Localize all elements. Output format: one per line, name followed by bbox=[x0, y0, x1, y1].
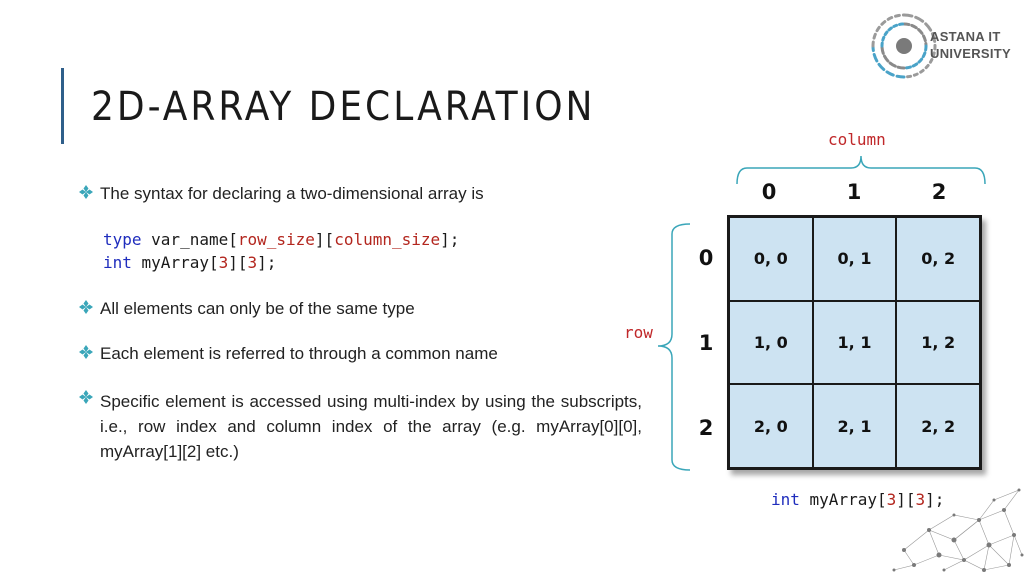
array-cell: 2, 0 bbox=[729, 384, 813, 468]
code-size: 3 bbox=[218, 253, 229, 272]
diamond-bullet-icon bbox=[79, 300, 93, 314]
code-end: ]; bbox=[257, 253, 277, 272]
decl-bracket: ][ bbox=[896, 490, 916, 509]
array-cell: 1, 0 bbox=[729, 301, 813, 385]
code-keyword: int bbox=[103, 253, 132, 272]
code-bracket: ][ bbox=[314, 230, 335, 249]
code-bracket: ][ bbox=[228, 253, 248, 272]
code-line-syntax bbox=[103, 230, 459, 249]
array-cell: 2, 1 bbox=[813, 384, 897, 468]
decl-size: 3 bbox=[886, 490, 897, 509]
array-cell: 0, 0 bbox=[729, 217, 813, 301]
diamond-bullet-icon bbox=[79, 390, 93, 404]
logo-line-1: ASTANA IT bbox=[930, 29, 1001, 44]
code-param: row_size bbox=[237, 230, 315, 249]
diamond-bullet-icon bbox=[79, 185, 93, 199]
array-cell: 1, 1 bbox=[813, 301, 897, 385]
column-index: 1 bbox=[846, 180, 862, 204]
code-identifier: myArray[ bbox=[131, 253, 219, 272]
decl-keyword: int bbox=[771, 490, 800, 509]
row-index: 0 bbox=[698, 246, 714, 270]
array-cell: 0, 2 bbox=[896, 217, 980, 301]
bullet-text: The syntax for declaring a two-dimensional array is bbox=[100, 184, 484, 203]
bullet-text: Specific element is accessed using multi-index by using the subscripts, i.e., row index and column index of the array (e.g. myArray[0][0], myArray[1][2] etc.) bbox=[100, 392, 642, 461]
row-brace bbox=[656, 222, 692, 472]
column-index: 2 bbox=[931, 180, 947, 204]
code-identifier: var_name[ bbox=[141, 230, 238, 249]
decl-identifier: myArray[ bbox=[799, 490, 887, 509]
logo-text bbox=[930, 28, 1011, 62]
row-index: 2 bbox=[698, 416, 714, 440]
array-cell: 0, 1 bbox=[813, 217, 897, 301]
bullet-text: Each element is referred to through a common name bbox=[100, 344, 498, 363]
slide-title: 2D-ARRAY DECLARATION bbox=[91, 84, 596, 130]
logo-line-2: UNIVERSITY bbox=[930, 46, 1012, 61]
array-grid bbox=[727, 215, 982, 470]
code-param: column_size bbox=[334, 230, 441, 249]
code-keyword: type bbox=[103, 230, 142, 249]
code-line-example bbox=[103, 253, 276, 272]
column-index: 0 bbox=[761, 180, 777, 204]
title-accent-bar bbox=[61, 68, 64, 144]
decl-end: ]; bbox=[925, 490, 945, 509]
code-size: 3 bbox=[247, 253, 258, 272]
decl-size: 3 bbox=[915, 490, 926, 509]
diamond-bullet-icon bbox=[79, 345, 93, 359]
row-label: row bbox=[624, 323, 653, 342]
column-label: column bbox=[828, 130, 886, 149]
array-cell: 1, 2 bbox=[896, 301, 980, 385]
network-graph-decoration-icon bbox=[884, 470, 1024, 574]
row-index: 1 bbox=[698, 331, 714, 355]
code-end: ]; bbox=[440, 230, 460, 249]
bullet-text: All elements can only be of the same type bbox=[100, 299, 415, 318]
array-cell: 2, 2 bbox=[896, 384, 980, 468]
